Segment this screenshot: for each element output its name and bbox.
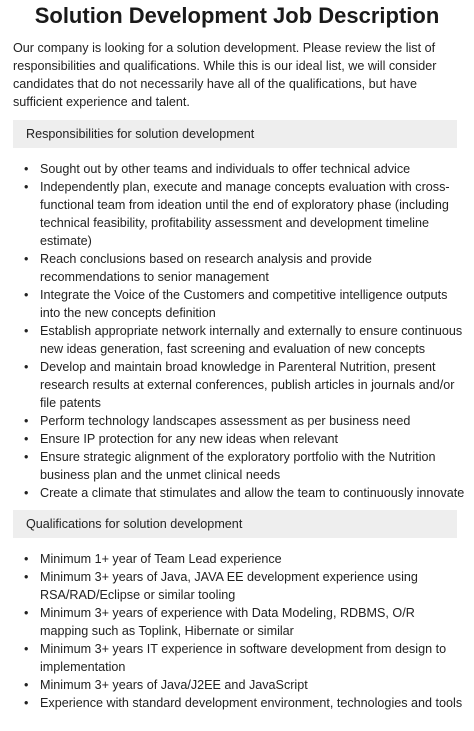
bullet-icon: • [24, 252, 29, 266]
list-item-text: Minimum 3+ years IT experience in software development from design to implementation [40, 642, 447, 674]
bullet-icon: • [24, 552, 29, 566]
responsibilities-list [0, 160, 474, 502]
list-item [0, 550, 474, 568]
bullet-icon: • [24, 606, 29, 620]
bullet-icon: • [24, 450, 29, 464]
list-item [0, 694, 474, 712]
list-item [0, 484, 474, 502]
list-item [0, 604, 474, 640]
bullet-icon: • [24, 570, 29, 584]
list-item [0, 676, 474, 694]
list-item-text: Experience with standard development environment, technologies and tools [40, 696, 463, 710]
bullet-icon: • [24, 696, 29, 710]
bullet-icon: • [24, 324, 29, 338]
list-item [0, 448, 474, 484]
qualifications-heading: Qualifications for solution development [13, 510, 457, 538]
bullet-icon: • [24, 432, 29, 446]
list-item [0, 178, 474, 250]
bullet-icon: • [24, 180, 29, 194]
list-item [0, 358, 474, 412]
bullet-icon: • [24, 162, 29, 176]
bullet-icon: • [24, 486, 29, 500]
bullet-icon: • [24, 360, 29, 374]
intro-paragraph: Our company is looking for a solution development. Please review the list of responsibilities and qualifications. While this is our ideal list, we will consider candidates that do not necessarily have all of the qualifications, but have sufficient experience and talent. [13, 41, 437, 109]
qualifications-list [0, 550, 474, 712]
list-item [0, 412, 474, 430]
bullet-icon: • [24, 642, 29, 656]
list-item-text: Integrate the Voice of the Customers and competitive intelligence outputs into the new concepts definition [40, 288, 448, 320]
list-item-text: Sought out by other teams and individuals to offer technical advice [40, 162, 411, 176]
list-item [0, 250, 474, 286]
list-item-text: Minimum 3+ years of Java/J2EE and JavaScript [40, 678, 308, 692]
list-item-text: Minimum 1+ year of Team Lead experience [40, 552, 282, 566]
list-item [0, 322, 474, 358]
list-item [0, 160, 474, 178]
list-item-text: Perform technology landscapes assessment as per business need [40, 414, 411, 428]
list-item-text: Ensure IP protection for any new ideas when relevant [40, 432, 338, 446]
list-item-text: Create a climate that stimulates and allow the team to continuously innovate [40, 486, 465, 500]
list-item-text: Reach conclusions based on research analysis and provide recommendations to senior management [40, 252, 372, 284]
bullet-icon: • [24, 288, 29, 302]
list-item-text: Minimum 3+ years of experience with Data Modeling, RDBMS, O/R mapping such as Toplink, Hibernate or similar [40, 606, 415, 638]
list-item [0, 430, 474, 448]
list-item-text: Independently plan, execute and manage concepts evaluation with cross-functional team from ideation until the end of exploratory phase (including technical feasibility, profitability assessment and development timeline estimate) [40, 180, 450, 248]
list-item-text: Develop and maintain broad knowledge in Parenteral Nutrition, present research results at external conferences, publish articles in journals and/or file patents [40, 360, 455, 410]
page-title: Solution Development Job Description [34, 3, 440, 28]
bullet-icon: • [24, 414, 29, 428]
responsibilities-heading: Responsibilities for solution development [13, 120, 457, 148]
list-item [0, 640, 474, 676]
list-item-text: Minimum 3+ years of Java, JAVA EE development experience using RSA/RAD/Eclipse or similar tooling [40, 570, 418, 602]
bullet-icon: • [24, 678, 29, 692]
list-item [0, 286, 474, 322]
list-item-text: Ensure strategic alignment of the exploratory portfolio with the Nutrition business plan and the unmet clinical needs [40, 450, 436, 482]
list-item-text: Establish appropriate network internally and externally to ensure continuous new ideas generation, fast screening and evaluation of new concepts [40, 324, 463, 356]
list-item [0, 568, 474, 604]
